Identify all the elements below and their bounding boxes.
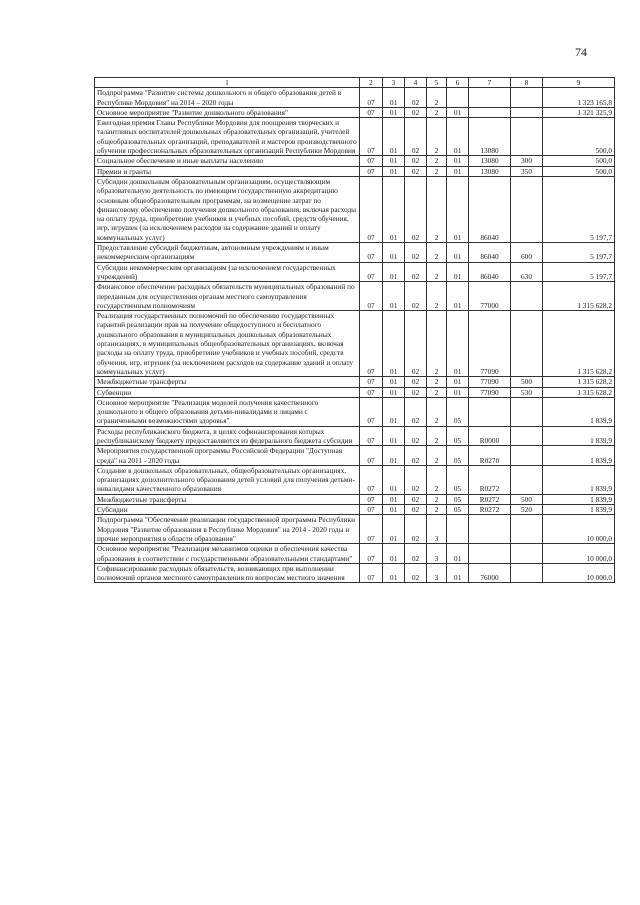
subprogram-code-cell: 3 xyxy=(427,544,447,564)
subprogram-code-cell: 3 xyxy=(427,515,447,544)
direction-code-cell: 77090 xyxy=(469,311,511,377)
table-row xyxy=(95,243,615,263)
subsection-code-cell: 01 xyxy=(383,563,405,583)
section-code-cell: 07 xyxy=(360,544,383,564)
table-row xyxy=(95,515,615,544)
program-code-cell: 02 xyxy=(405,563,427,583)
activity-code-cell: 05 xyxy=(447,494,469,504)
table-row xyxy=(95,107,615,117)
subsection-code-cell: 01 xyxy=(383,387,405,397)
section-code-cell: 07 xyxy=(360,397,383,426)
row-name-cell: Основное мероприятие "Реализация моделей получения качественного дошкольного и общего образования детьми-инвалидами и лицами с ограниченными возможностями здоровья" xyxy=(95,397,360,426)
table-row xyxy=(95,311,615,377)
amount-cell: 1 315 628,2 xyxy=(543,282,615,311)
amount-cell: 1 321 325,9 xyxy=(543,107,615,117)
header-cell: 3 xyxy=(383,78,405,88)
direction-code-cell: R0272 xyxy=(469,494,511,504)
direction-code-cell: 76000 xyxy=(469,563,511,583)
section-code-cell: 07 xyxy=(360,107,383,117)
direction-code-cell: R0000 xyxy=(469,426,511,446)
subprogram-code-cell: 2 xyxy=(427,377,447,387)
activity-code-cell: 01 xyxy=(447,377,469,387)
activity-code-cell: 01 xyxy=(447,282,469,311)
expense-type-cell xyxy=(511,544,543,564)
expense-type-cell: 520 xyxy=(511,505,543,515)
row-name-cell: Финансовое обеспечение расходных обязательств муниципальных образований по переданным для осуществления органам местного самоуправления государственным полномочиям xyxy=(95,282,360,311)
table-row xyxy=(95,446,615,466)
activity-code-cell: 01 xyxy=(447,544,469,564)
expense-type-cell: 350 xyxy=(511,166,543,176)
program-code-cell: 02 xyxy=(405,505,427,515)
activity-code-cell: 01 xyxy=(447,176,469,242)
row-name-cell: Основное мероприятие "Реализация механизмов оценки и обеспечения качества образования в соответствии с государственными образовательными стандартами" xyxy=(95,544,360,564)
expense-type-cell: 530 xyxy=(511,387,543,397)
table-row xyxy=(95,505,615,515)
activity-code-cell: 05 xyxy=(447,465,469,494)
amount-cell: 1 839,9 xyxy=(543,426,615,446)
table-row xyxy=(95,494,615,504)
direction-code-cell: 13080 xyxy=(469,156,511,166)
activity-code-cell xyxy=(447,88,469,108)
activity-code-cell: 01 xyxy=(447,387,469,397)
row-name-cell: Реализация государственных полномочий по обеспечению государственных гарантий реализации прав на получение общедоступного и бесплатного дошкольного образования в муниципальных дошкольных образовательных организациях, в муниципальных общеобразовательных организациях, включая расходы на оплату труда, приобретение учебников и учебных пособий, средств обучения, игр, игрушек (за исключением расходов на содержание зданий и оплату коммунальных услуг) xyxy=(95,311,360,377)
expense-type-cell: 630 xyxy=(511,262,543,282)
program-code-cell: 02 xyxy=(405,397,427,426)
table-row xyxy=(95,118,615,156)
table-body xyxy=(95,78,615,583)
program-code-cell: 02 xyxy=(405,176,427,242)
program-code-cell: 02 xyxy=(405,494,427,504)
activity-code-cell: 01 xyxy=(447,166,469,176)
subprogram-code-cell: 2 xyxy=(427,88,447,108)
activity-code-cell: 01 xyxy=(447,107,469,117)
expense-type-cell: 300 xyxy=(511,156,543,166)
subsection-code-cell: 01 xyxy=(383,176,405,242)
table-row xyxy=(95,282,615,311)
program-code-cell: 02 xyxy=(405,243,427,263)
expense-type-cell xyxy=(511,282,543,311)
budget-table xyxy=(94,77,615,583)
section-code-cell: 07 xyxy=(360,311,383,377)
header-cell: 4 xyxy=(405,78,427,88)
row-name-cell: Межбюджетные трансферты xyxy=(95,494,360,504)
subsection-code-cell: 01 xyxy=(383,107,405,117)
section-code-cell: 07 xyxy=(360,426,383,446)
program-code-cell: 02 xyxy=(405,544,427,564)
program-code-cell: 02 xyxy=(405,107,427,117)
program-code-cell: 02 xyxy=(405,465,427,494)
direction-code-cell: 13080 xyxy=(469,118,511,156)
subsection-code-cell: 01 xyxy=(383,243,405,263)
section-code-cell: 07 xyxy=(360,377,383,387)
program-code-cell: 02 xyxy=(405,118,427,156)
amount-cell: 1 315 628,2 xyxy=(543,387,615,397)
direction-code-cell: R0270 xyxy=(469,446,511,466)
header-cell: 6 xyxy=(447,78,469,88)
subsection-code-cell: 01 xyxy=(383,262,405,282)
direction-code-cell xyxy=(469,397,511,426)
subsection-code-cell: 01 xyxy=(383,515,405,544)
table-row xyxy=(95,88,615,108)
subsection-code-cell: 01 xyxy=(383,156,405,166)
expense-type-cell: 600 xyxy=(511,243,543,263)
header-cell: 8 xyxy=(511,78,543,88)
direction-code-cell: 86040 xyxy=(469,243,511,263)
amount-cell: 1 323 165,8 xyxy=(543,88,615,108)
subsection-code-cell: 01 xyxy=(383,505,405,515)
subprogram-code-cell: 2 xyxy=(427,397,447,426)
section-code-cell: 07 xyxy=(360,243,383,263)
subprogram-code-cell: 2 xyxy=(427,118,447,156)
subsection-code-cell: 01 xyxy=(383,166,405,176)
subprogram-code-cell: 2 xyxy=(427,494,447,504)
table-row xyxy=(95,397,615,426)
direction-code-cell xyxy=(469,88,511,108)
expense-type-cell xyxy=(511,107,543,117)
activity-code-cell: 05 xyxy=(447,426,469,446)
table-row xyxy=(95,166,615,176)
program-code-cell: 02 xyxy=(405,387,427,397)
direction-code-cell xyxy=(469,107,511,117)
table-row xyxy=(95,387,615,397)
program-code-cell: 02 xyxy=(405,88,427,108)
row-name-cell: Межбюджетные трансферты xyxy=(95,377,360,387)
activity-code-cell: 05 xyxy=(447,446,469,466)
program-code-cell: 02 xyxy=(405,426,427,446)
row-name-cell: Субсидии дошкольным образовательным организациям, осуществляющим образовательную деятельность по имеющим государственную аккредитацию основным общеобразовательным программам, на возмещение затрат по финансовому обеспечению получения дошкольного образования, включая расходы на оплату труда, приобретение учебников и учебных пособий, средств обучения, игр, игрушек (за исключением расходов на содержание зданий и оплату коммунальных услуг) xyxy=(95,176,360,242)
header-cell: 2 xyxy=(360,78,383,88)
header-cell: 1 xyxy=(95,78,360,88)
subprogram-code-cell: 2 xyxy=(427,311,447,377)
table-row xyxy=(95,262,615,282)
activity-code-cell: 01 xyxy=(447,156,469,166)
program-code-cell: 02 xyxy=(405,262,427,282)
expense-type-cell xyxy=(511,465,543,494)
expense-type-cell xyxy=(511,176,543,242)
subprogram-code-cell: 2 xyxy=(427,166,447,176)
amount-cell: 5 197,7 xyxy=(543,176,615,242)
amount-cell: 1 839,9 xyxy=(543,494,615,504)
program-code-cell: 02 xyxy=(405,515,427,544)
subprogram-code-cell: 2 xyxy=(427,446,447,466)
program-code-cell: 02 xyxy=(405,166,427,176)
direction-code-cell: 77000 xyxy=(469,282,511,311)
amount-cell: 10 000,0 xyxy=(543,563,615,583)
page-number: 74 xyxy=(575,45,587,59)
subprogram-code-cell: 2 xyxy=(427,107,447,117)
amount-cell: 1 839,9 xyxy=(543,446,615,466)
amount-cell: 1 315 628,2 xyxy=(543,311,615,377)
subprogram-code-cell: 3 xyxy=(427,563,447,583)
program-code-cell: 02 xyxy=(405,446,427,466)
section-code-cell: 07 xyxy=(360,282,383,311)
amount-cell: 1 315 628,2 xyxy=(543,377,615,387)
table-row xyxy=(95,156,615,166)
row-name-cell: Субсидии некоммерческим организациям (за исключением государственных учреждений) xyxy=(95,262,360,282)
subsection-code-cell: 01 xyxy=(383,311,405,377)
row-name-cell: Расходы республиканского бюджета, в целях софинансирования которых республиканскому бюджету предоставляются из федерального бюджета субсидии xyxy=(95,426,360,446)
activity-code-cell: 01 xyxy=(447,262,469,282)
row-name-cell: Ежегодная премия Главы Республики Мордовия для поощрения творческих и талантливых воспитателей дошкольных образовательных организаций, учителей общеобразовательных организаций, преподавателей и мастеров производственного обучения профессиональных образовательных организаций Республики Мордовия xyxy=(95,118,360,156)
activity-code-cell: 05 xyxy=(447,505,469,515)
row-name-cell: Социальное обеспечение и иные выплаты населению xyxy=(95,156,360,166)
table-row xyxy=(95,377,615,387)
expense-type-cell: 500 xyxy=(511,377,543,387)
expense-type-cell xyxy=(511,88,543,108)
amount-cell: 5 197,7 xyxy=(543,262,615,282)
program-code-cell: 02 xyxy=(405,311,427,377)
amount-cell: 10 000,0 xyxy=(543,544,615,564)
activity-code-cell: 05 xyxy=(447,397,469,426)
subprogram-code-cell: 2 xyxy=(427,156,447,166)
section-code-cell: 07 xyxy=(360,176,383,242)
table-row xyxy=(95,176,615,242)
subsection-code-cell: 01 xyxy=(383,465,405,494)
direction-code-cell: 77090 xyxy=(469,387,511,397)
direction-code-cell: 86040 xyxy=(469,262,511,282)
subprogram-code-cell: 2 xyxy=(427,243,447,263)
row-name-cell: Подпрограмма "Обеспечение реализации государственной программы Республики Мордовия "Развитие образования в Республике Мордовия" на 2014 - 2020 годы и прочие мероприятия в области образования" xyxy=(95,515,360,544)
amount-cell: 1 839,9 xyxy=(543,397,615,426)
direction-code-cell: 86040 xyxy=(469,176,511,242)
amount-cell: 1 839,9 xyxy=(543,465,615,494)
table-row xyxy=(95,544,615,564)
section-code-cell: 07 xyxy=(360,262,383,282)
expense-type-cell xyxy=(511,515,543,544)
section-code-cell: 07 xyxy=(360,515,383,544)
subsection-code-cell: 01 xyxy=(383,118,405,156)
section-code-cell: 07 xyxy=(360,88,383,108)
subprogram-code-cell: 2 xyxy=(427,387,447,397)
amount-cell: 1 839,9 xyxy=(543,505,615,515)
expense-type-cell xyxy=(511,118,543,156)
subprogram-code-cell: 2 xyxy=(427,262,447,282)
expense-type-cell xyxy=(511,426,543,446)
amount-cell: 500,0 xyxy=(543,156,615,166)
row-name-cell: Предоставление субсидий бюджетным, автономным учреждениям и иным некоммерческим организациям xyxy=(95,243,360,263)
expense-type-cell xyxy=(511,446,543,466)
subsection-code-cell: 01 xyxy=(383,397,405,426)
subprogram-code-cell: 2 xyxy=(427,505,447,515)
section-code-cell: 07 xyxy=(360,505,383,515)
row-name-cell: Мероприятия государственной программы Российской Федерации "Доступная среда" на 2011 - 2020 годы xyxy=(95,446,360,466)
subprogram-code-cell: 2 xyxy=(427,176,447,242)
row-name-cell: Субвенции xyxy=(95,387,360,397)
section-code-cell: 07 xyxy=(360,446,383,466)
expense-type-cell xyxy=(511,397,543,426)
amount-cell: 500,0 xyxy=(543,166,615,176)
header-cell: 9 xyxy=(543,78,615,88)
subprogram-code-cell: 2 xyxy=(427,465,447,494)
table-row xyxy=(95,563,615,583)
activity-code-cell xyxy=(447,515,469,544)
direction-code-cell: 77090 xyxy=(469,377,511,387)
amount-cell: 10 000,0 xyxy=(543,515,615,544)
expense-type-cell xyxy=(511,311,543,377)
amount-cell: 500,0 xyxy=(543,118,615,156)
section-code-cell: 07 xyxy=(360,166,383,176)
subsection-code-cell: 01 xyxy=(383,282,405,311)
direction-code-cell: 13080 xyxy=(469,166,511,176)
program-code-cell: 02 xyxy=(405,282,427,311)
section-code-cell: 07 xyxy=(360,465,383,494)
program-code-cell: 02 xyxy=(405,156,427,166)
expense-type-cell xyxy=(511,563,543,583)
row-name-cell: Создание в дошкольных образовательных, общеобразовательных организациях, организациях дополнительного образования детей условий для получения детьми-инвалидами качественного образования xyxy=(95,465,360,494)
header-cell: 5 xyxy=(427,78,447,88)
table-row xyxy=(95,465,615,494)
direction-code-cell: R0272 xyxy=(469,465,511,494)
activity-code-cell: 01 xyxy=(447,563,469,583)
subsection-code-cell: 01 xyxy=(383,494,405,504)
row-name-cell: Софинансирование расходных обязательств, возникающих при выполнении полномочий органов местного самоуправления по вопросам местного значения xyxy=(95,563,360,583)
program-code-cell: 02 xyxy=(405,377,427,387)
activity-code-cell: 01 xyxy=(447,118,469,156)
section-code-cell: 07 xyxy=(360,156,383,166)
section-code-cell: 07 xyxy=(360,118,383,156)
subprogram-code-cell: 2 xyxy=(427,426,447,446)
header-cell: 7 xyxy=(469,78,511,88)
direction-code-cell: R0272 xyxy=(469,505,511,515)
activity-code-cell: 01 xyxy=(447,311,469,377)
row-name-cell: Основное мероприятие "Развитие дошкольного образования" xyxy=(95,107,360,117)
direction-code-cell xyxy=(469,515,511,544)
table-row xyxy=(95,426,615,446)
header-row xyxy=(95,78,615,88)
section-code-cell: 07 xyxy=(360,387,383,397)
row-name-cell: Подпрограмма "Развитие системы дошкольного и общего образования детей в Республике Мордовия" на 2014 – 2020 годы xyxy=(95,88,360,108)
row-name-cell: Субсидии xyxy=(95,505,360,515)
amount-cell: 5 197,7 xyxy=(543,243,615,263)
subsection-code-cell: 01 xyxy=(383,544,405,564)
subprogram-code-cell: 2 xyxy=(427,282,447,311)
subsection-code-cell: 01 xyxy=(383,446,405,466)
subsection-code-cell: 01 xyxy=(383,377,405,387)
subsection-code-cell: 01 xyxy=(383,88,405,108)
direction-code-cell xyxy=(469,544,511,564)
row-name-cell: Премии и гранты xyxy=(95,166,360,176)
expense-type-cell: 500 xyxy=(511,494,543,504)
section-code-cell: 07 xyxy=(360,563,383,583)
section-code-cell: 07 xyxy=(360,494,383,504)
activity-code-cell: 01 xyxy=(447,243,469,263)
subsection-code-cell: 01 xyxy=(383,426,405,446)
